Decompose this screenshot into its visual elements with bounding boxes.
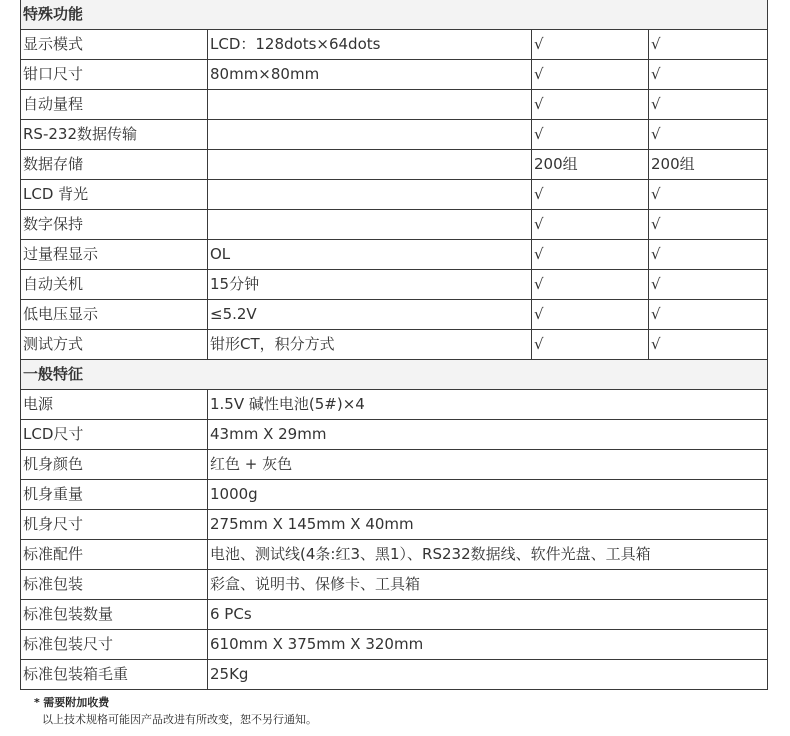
row-value [208, 120, 532, 150]
row-value: 610mm X 375mm X 320mm [208, 630, 768, 660]
table-row [21, 390, 768, 420]
row-value: 275mm X 145mm X 40mm [208, 510, 768, 540]
table-row [21, 30, 768, 60]
row-label: 机身重量 [21, 480, 208, 510]
row-label: 标准包装数量 [21, 600, 208, 630]
table-row [21, 90, 768, 120]
table-row [21, 450, 768, 480]
note-title: 需要附加收费 [43, 696, 110, 709]
model-a-value: √ [532, 270, 649, 300]
table-row [21, 330, 768, 360]
model-a-value: √ [532, 30, 649, 60]
table-row [21, 660, 768, 690]
note-star: * [34, 696, 40, 709]
row-value [208, 210, 532, 240]
row-value: 1000g [208, 480, 768, 510]
row-value: ≤5.2V [208, 300, 532, 330]
row-label: 低电压显示 [21, 300, 208, 330]
row-label: 数字保持 [21, 210, 208, 240]
table-row [21, 60, 768, 90]
row-value: 1.5V 碱性电池(5#)×4 [208, 390, 768, 420]
table-row [21, 630, 768, 660]
row-value: 6 PCs [208, 600, 768, 630]
table-row [21, 210, 768, 240]
row-value [208, 90, 532, 120]
row-label: 标准包装尺寸 [21, 630, 208, 660]
table-row [21, 240, 768, 270]
table-row [21, 300, 768, 330]
row-label: 标准配件 [21, 540, 208, 570]
table-row [21, 570, 768, 600]
table-row [21, 120, 768, 150]
row-label: 数据存储 [21, 150, 208, 180]
model-a-value: 200组 [532, 150, 649, 180]
model-a-value: √ [532, 330, 649, 360]
model-b-value: √ [649, 270, 768, 300]
model-a-value: √ [532, 210, 649, 240]
section-header-special [21, 0, 768, 30]
model-b-value: √ [649, 300, 768, 330]
section-title: 特殊功能 [21, 0, 768, 30]
row-value: 彩盒、说明书、保修卡、工具箱 [208, 570, 768, 600]
row-value: OL [208, 240, 532, 270]
model-b-value: √ [649, 60, 768, 90]
row-label: LCD尺寸 [21, 420, 208, 450]
row-label: 自动关机 [21, 270, 208, 300]
row-value [208, 180, 532, 210]
model-a-value: √ [532, 120, 649, 150]
model-b-value: 200组 [649, 150, 768, 180]
model-b-value: √ [649, 30, 768, 60]
row-label: 过量程显示 [21, 240, 208, 270]
row-value [208, 150, 532, 180]
model-b-value: √ [649, 330, 768, 360]
model-a-value: √ [532, 60, 649, 90]
row-value: 80mm×80mm [208, 60, 532, 90]
row-value: 15分钟 [208, 270, 532, 300]
model-b-value: √ [649, 210, 768, 240]
table-row [21, 540, 768, 570]
row-value: LCD：128dots×64dots [208, 30, 532, 60]
row-value: 43mm X 29mm [208, 420, 768, 450]
note-body: 以上技术规格可能因产品改进有所改变，恕不另行通知。 [42, 713, 317, 726]
row-label: 电源 [21, 390, 208, 420]
row-label: 显示模式 [21, 30, 208, 60]
table-row [21, 180, 768, 210]
row-value: 电池、测试线(4条:红3、黑1）、RS232数据线、软件光盘、工具箱 [208, 540, 768, 570]
spec-table [20, 0, 768, 690]
footnote [34, 694, 317, 728]
model-a-value: √ [532, 300, 649, 330]
row-label: 标准包装 [21, 570, 208, 600]
row-label: 钳口尺寸 [21, 60, 208, 90]
model-a-value: √ [532, 240, 649, 270]
section-header-general [21, 360, 768, 390]
model-a-value: √ [532, 180, 649, 210]
row-value: 红色 + 灰色 [208, 450, 768, 480]
table-row [21, 420, 768, 450]
section-title: 一般特征 [21, 360, 768, 390]
table-row [21, 600, 768, 630]
model-b-value: √ [649, 240, 768, 270]
row-value: 25Kg [208, 660, 768, 690]
row-label: 自动量程 [21, 90, 208, 120]
table-row [21, 270, 768, 300]
row-label: 测试方式 [21, 330, 208, 360]
table-row [21, 510, 768, 540]
table-row [21, 150, 768, 180]
row-label: 机身尺寸 [21, 510, 208, 540]
row-label: LCD 背光 [21, 180, 208, 210]
model-b-value: √ [649, 180, 768, 210]
spec-table-body [21, 0, 768, 690]
model-b-value: √ [649, 90, 768, 120]
row-label: 机身颜色 [21, 450, 208, 480]
row-label: 标准包装箱毛重 [21, 660, 208, 690]
row-label: RS-232数据传输 [21, 120, 208, 150]
model-b-value: √ [649, 120, 768, 150]
model-a-value: √ [532, 90, 649, 120]
row-value: 钳形CT，积分方式 [208, 330, 532, 360]
table-row [21, 480, 768, 510]
